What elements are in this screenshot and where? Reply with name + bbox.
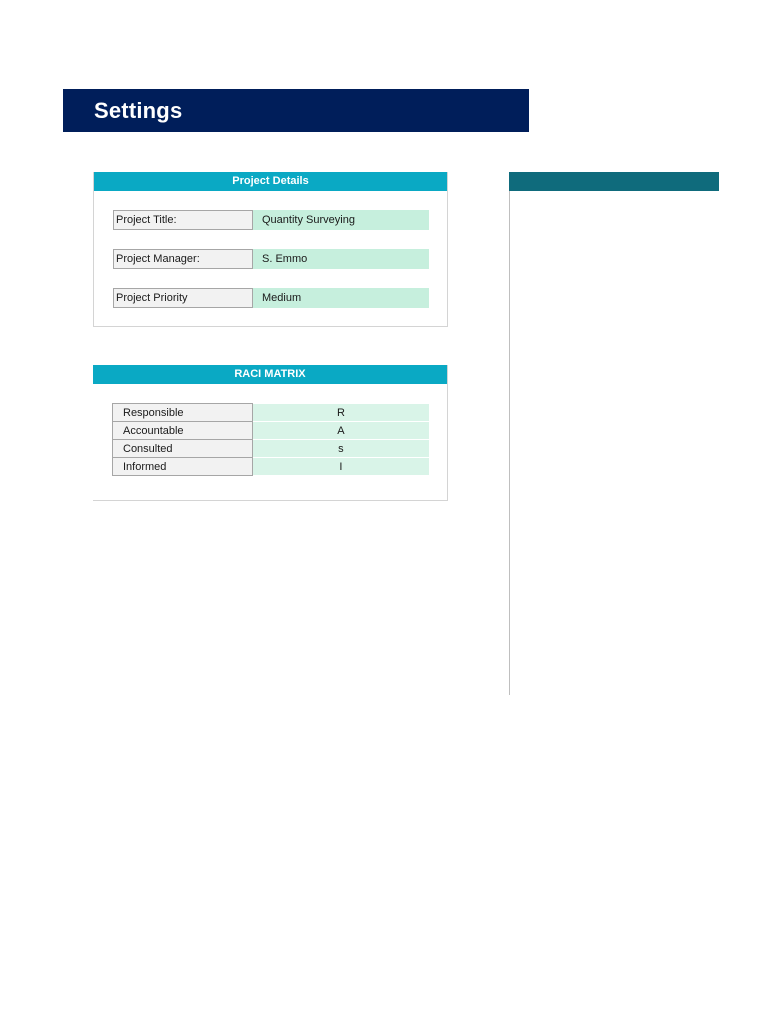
project-manager-field	[113, 249, 431, 269]
project-priority-field	[113, 288, 431, 308]
raci-code-cell[interactable]: I	[252, 458, 429, 476]
project-priority-label: Project Priority	[113, 288, 253, 308]
project-manager-input[interactable]: S. Emmo	[253, 249, 429, 269]
raci-table	[112, 403, 429, 476]
project-title-input[interactable]: Quantity Surveying	[253, 210, 429, 230]
table-row	[113, 458, 430, 476]
table-row	[113, 440, 430, 458]
side-panel-header	[509, 172, 719, 191]
raci-role-cell: Responsible	[113, 404, 253, 422]
raci-matrix-header: RACI MATRIX	[93, 365, 447, 384]
title-bar	[63, 89, 529, 132]
side-panel-border	[509, 191, 510, 695]
raci-code-cell[interactable]: A	[252, 422, 429, 440]
project-manager-label: Project Manager:	[113, 249, 253, 269]
raci-role-cell: Consulted	[113, 440, 253, 458]
page-title: Settings	[94, 98, 183, 123]
project-title-field	[113, 210, 431, 230]
project-details-header: Project Details	[94, 172, 447, 191]
raci-matrix-panel	[93, 365, 448, 501]
raci-code-cell[interactable]: s	[252, 440, 429, 458]
project-details-panel	[93, 172, 448, 327]
table-row	[113, 404, 430, 422]
raci-role-cell: Accountable	[113, 422, 253, 440]
table-row	[113, 422, 430, 440]
raci-code-cell[interactable]: R	[252, 404, 429, 422]
project-title-label: Project Title:	[113, 210, 253, 230]
project-priority-input[interactable]: Medium	[253, 288, 429, 308]
raci-role-cell: Informed	[113, 458, 253, 476]
